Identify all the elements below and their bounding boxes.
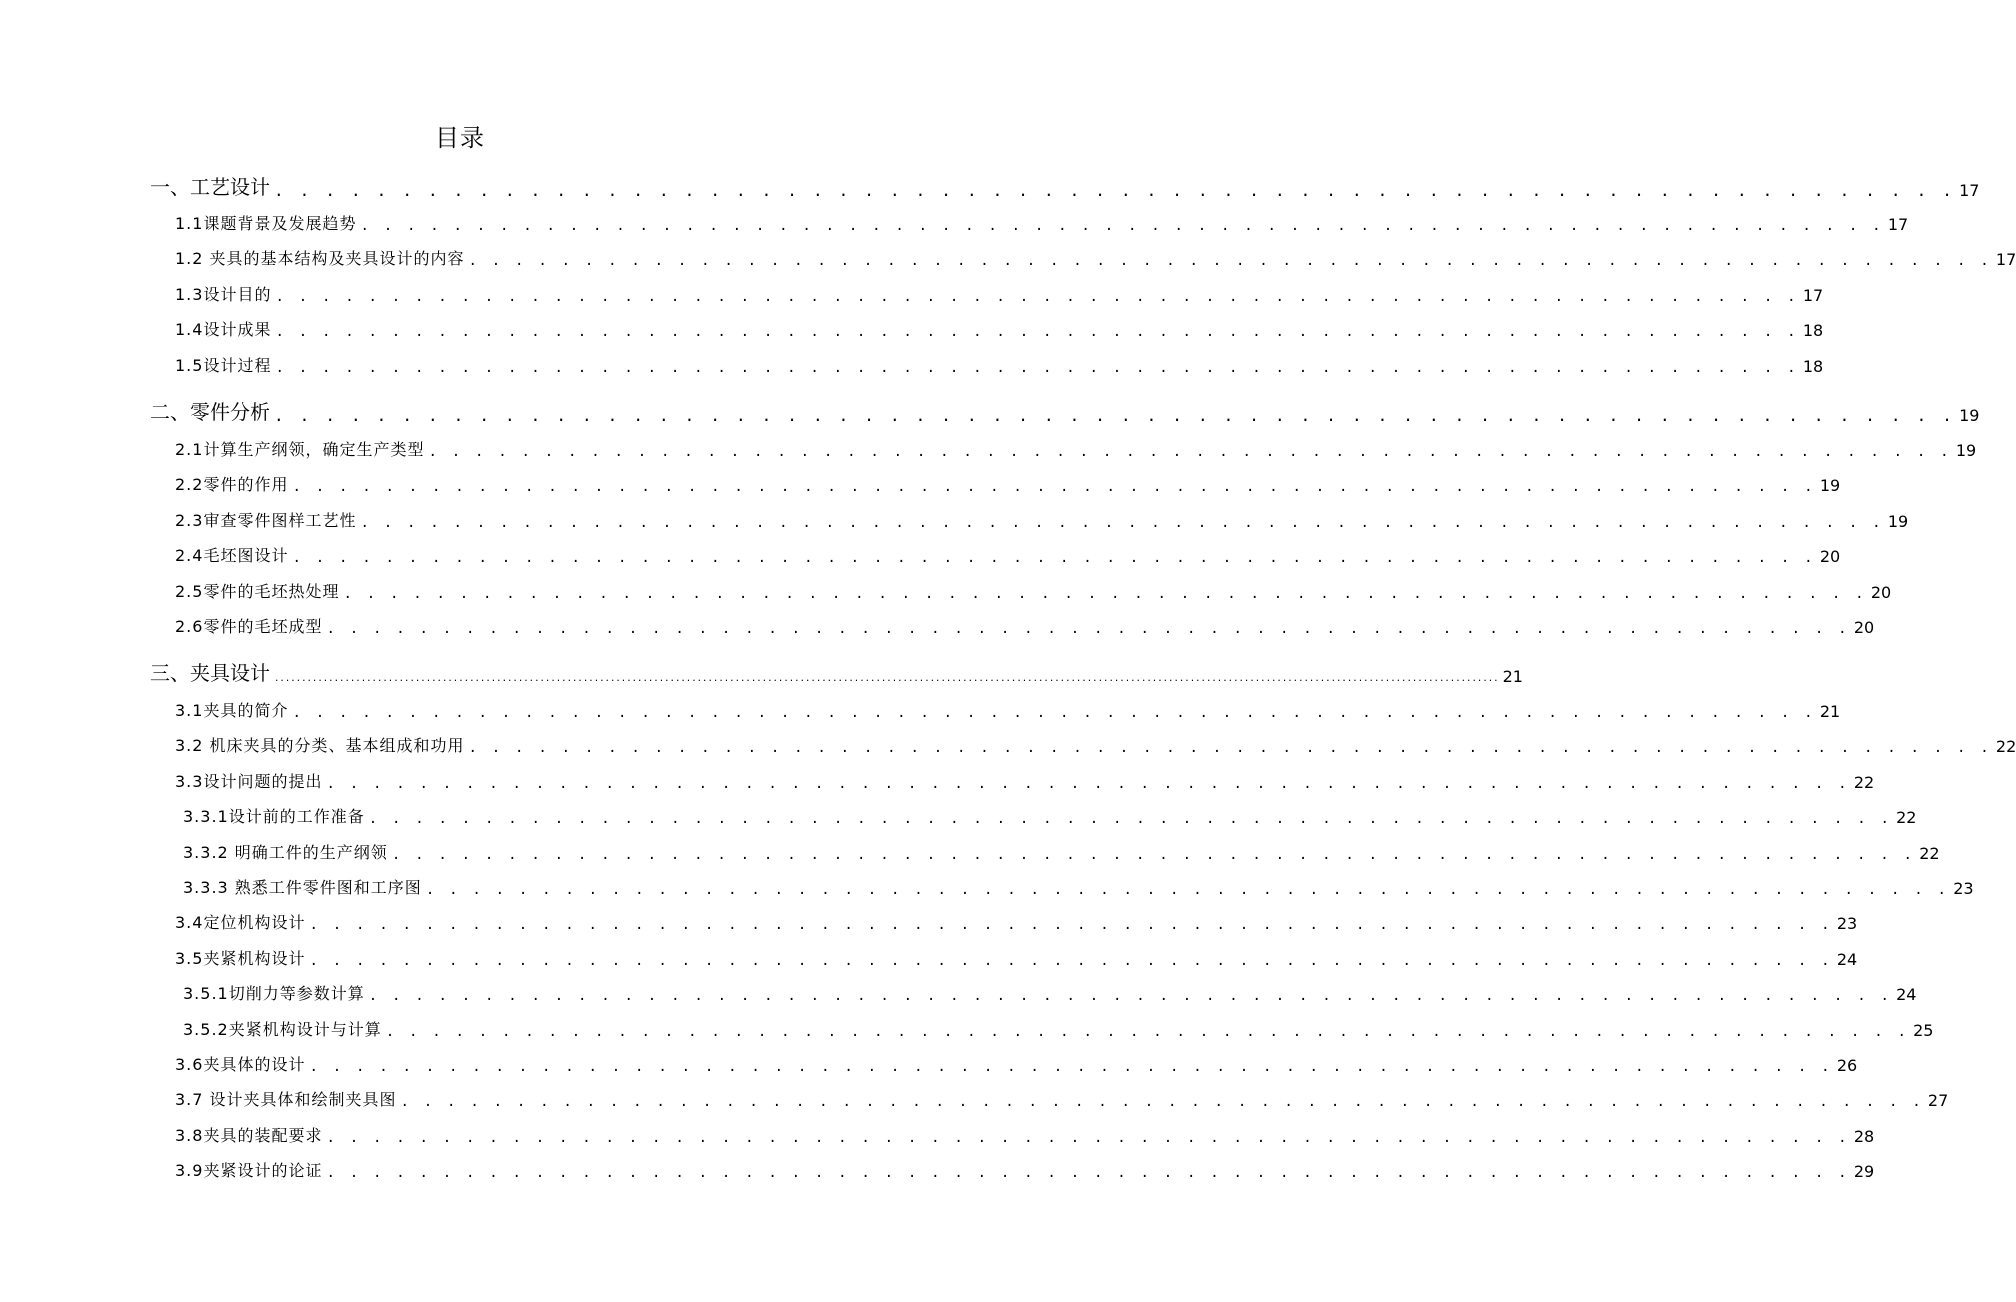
toc-entry-page: 26: [1836, 1056, 1858, 1075]
toc-entry[interactable]: [175, 1086, 1949, 1110]
dot-leader: . . . . . . . . . . . . . . . . . . . . . . . . . . . . . . . . . . . . . . . . . . . . . . . . . . . . . . . . . . . . . . . . . .: [274, 181, 1956, 200]
dot-leader: . . . . . . . . . . . . . . . . . . . . . . . . . . . . . . . . . . . . . . . . . . . . . . . . . . . . . . . . . . . . . . . . . .: [385, 1024, 1910, 1040]
dot-leader: . . . . . . . . . . . . . . . . . . . . . . . . . . . . . . . . . . . . . . . . . . . . . . . . . . . . . . . . . . . . . . . . . .: [309, 1059, 1833, 1075]
toc-entry-page: 19: [1887, 512, 1909, 531]
toc-entry-label: 3.3.3 熟悉工件零件图和工序图: [183, 878, 422, 897]
toc-entry[interactable]: [175, 1051, 1858, 1075]
toc-entry-page: 20: [1853, 618, 1875, 637]
toc-entry[interactable]: [175, 578, 1892, 602]
dot-leader: ..................................................................................................................................................................................................................................: [274, 674, 1499, 684]
toc-entry[interactable]: [175, 697, 1841, 721]
toc-entry-page: 21: [1819, 702, 1841, 721]
dot-leader: . . . . . . . . . . . . . . . . . . . . . . . . . . . . . . . . . . . . . . . . . . . . . . . . . . . . . . . . . . . . . . . . . .: [292, 705, 1816, 721]
toc-entry-label: 3.2 机床夹具的分类、基本组成和功用: [175, 736, 465, 755]
toc-entry[interactable]: [175, 945, 1858, 969]
toc-entry[interactable]: [183, 980, 1917, 1004]
toc-entry-page: 24: [1896, 985, 1917, 1004]
toc-entry-page: 20: [1870, 583, 1892, 602]
toc-entry-label: 1.2 夹具的基本结构及夹具设计的内容: [175, 249, 465, 268]
toc-entry[interactable]: [175, 210, 1909, 234]
toc-entry-label: 3.6夹具体的设计: [175, 1055, 306, 1074]
toc-entry-page: 17: [1887, 215, 1909, 234]
dot-leader: . . . . . . . . . . . . . . . . . . . . . . . . . . . . . . . . . . . . . . . . . . . . . . . . . . . . . . . . . . . . . . . . . .: [391, 847, 1916, 863]
dot-leader: . . . . . . . . . . . . . . . . . . . . . . . . . . . . . . . . . . . . . . . . . . . . . . . . . . . . . . . . . . . . . . . . . .: [360, 515, 1884, 531]
toc-entry[interactable]: [150, 397, 1980, 425]
page-title: 目录: [435, 124, 485, 152]
toc-entry[interactable]: [175, 732, 2016, 756]
toc-entry-page: 22: [1853, 773, 1875, 792]
toc-entry-page: 29: [1853, 1162, 1875, 1181]
toc-entry-page: 17: [1959, 181, 1980, 200]
toc-entry-page: 17: [1995, 250, 2016, 269]
toc-entry-label: 3.9夹紧设计的论证: [175, 1161, 323, 1180]
toc-entry-label: 3.3.2 明确工件的生产纲领: [183, 843, 388, 862]
toc-entry-label: 3.5夹紧机构设计: [175, 949, 306, 968]
dot-leader: . . . . . . . . . . . . . . . . . . . . . . . . . . . . . . . . . . . . . . . . . . . . . . . . . . . . . . . . . . . . . . . . . .: [428, 444, 1952, 460]
toc-entry-label: 3.5.1切削力等参数计算: [183, 984, 365, 1003]
toc-entry-label: 2.5零件的毛坯热处理: [175, 582, 340, 601]
toc-entry-label: 3.3设计问题的提出: [175, 772, 323, 791]
dot-leader: . . . . . . . . . . . . . . . . . . . . . . . . . . . . . . . . . . . . . . . . . . . . . . . . . . . . . . . . . . . . . . . . . .: [275, 360, 1799, 376]
dot-leader: . . . . . . . . . . . . . . . . . . . . . . . . . . . . . . . . . . . . . . . . . . . . . . . . . . . . . . . . . . . . . . . . . .: [292, 550, 1816, 566]
toc-entry[interactable]: [175, 613, 1875, 637]
dot-leader: . . . . . . . . . . . . . . . . . . . . . . . . . . . . . . . . . . . . . . . . . . . . . . . . . . . . . . . . . . . . . . . . . .: [468, 253, 1992, 269]
toc-entry-label: 2.6零件的毛坯成型: [175, 617, 323, 636]
dot-leader: . . . . . . . . . . . . . . . . . . . . . . . . . . . . . . . . . . . . . . . . . . . . . . . . . . . . . . . . . . . . . . . . . .: [368, 811, 1893, 827]
toc-entry-page: 22: [1919, 844, 1940, 863]
toc-entry[interactable]: [175, 352, 1824, 376]
toc-entry-page: 17: [1802, 286, 1824, 305]
toc-entry[interactable]: [175, 909, 1858, 933]
toc-entry[interactable]: [175, 316, 1824, 340]
toc-entry-label: 二、零件分析: [150, 400, 270, 424]
toc-entry[interactable]: [183, 839, 1940, 863]
toc-entry-page: 18: [1802, 321, 1824, 340]
dot-leader: . . . . . . . . . . . . . . . . . . . . . . . . . . . . . . . . . . . . . . . . . . . . . . . . . . . . . . . . . . . . . . . . . .: [468, 740, 1992, 756]
toc-entry-page: 24: [1836, 950, 1858, 969]
toc-entry-label: 3.3.1设计前的工作准备: [183, 807, 365, 826]
toc-entry[interactable]: [183, 803, 1917, 827]
dot-leader: . . . . . . . . . . . . . . . . . . . . . . . . . . . . . . . . . . . . . . . . . . . . . . . . . . . . . . . . . . . . . . . . . .: [326, 776, 1850, 792]
toc-entry[interactable]: [175, 768, 1875, 792]
toc-entry-label: 2.4毛坯图设计: [175, 546, 289, 565]
toc-entry-page: 23: [1836, 914, 1858, 933]
toc-entry[interactable]: [183, 874, 1974, 898]
dot-leader: . . . . . . . . . . . . . . . . . . . . . . . . . . . . . . . . . . . . . . . . . . . . . . . . . . . . . . . . . . . . . . . . . .: [274, 406, 1956, 425]
toc-entry-page: 22: [1995, 737, 2016, 756]
toc-entry-page: 23: [1953, 879, 1974, 898]
toc-entry-page: 19: [1959, 406, 1980, 425]
toc-entry[interactable]: [183, 1016, 1934, 1040]
toc-entry-label: 3.5.2夹紧机构设计与计算: [183, 1020, 382, 1039]
toc-entry-page: 19: [1819, 476, 1841, 495]
toc-entry[interactable]: [175, 542, 1841, 566]
toc-entry-label: 一、工艺设计: [150, 175, 270, 199]
toc-entry-label: 2.2零件的作用: [175, 475, 289, 494]
dot-leader: . . . . . . . . . . . . . . . . . . . . . . . . . . . . . . . . . . . . . . . . . . . . . . . . . . . . . . . . . . . . . . . . . .: [343, 586, 1867, 602]
dot-leader: . . . . . . . . . . . . . . . . . . . . . . . . . . . . . . . . . . . . . . . . . . . . . . . . . . . . . . . . . . . . . . . . . .: [326, 1130, 1850, 1146]
dot-leader: . . . . . . . . . . . . . . . . . . . . . . . . . . . . . . . . . . . . . . . . . . . . . . . . . . . . . . . . . . . . . . . . . .: [275, 324, 1799, 340]
toc-entry[interactable]: [175, 471, 1841, 495]
dot-leader: . . . . . . . . . . . . . . . . . . . . . . . . . . . . . . . . . . . . . . . . . . . . . . . . . . . . . . . . . . . . . . . . . .: [368, 988, 1893, 1004]
toc-entry-page: 19: [1955, 441, 1977, 460]
dot-leader: . . . . . . . . . . . . . . . . . . . . . . . . . . . . . . . . . . . . . . . . . . . . . . . . . . . . . . . . . . . . . . . . . .: [292, 479, 1816, 495]
toc-entry[interactable]: [175, 1157, 1875, 1181]
toc-entry-label: 2.1计算生产纲领，确定生产类型: [175, 440, 425, 459]
toc-entry-page: 21: [1502, 667, 1523, 686]
toc-entry-label: 1.4设计成果: [175, 320, 272, 339]
dot-leader: . . . . . . . . . . . . . . . . . . . . . . . . . . . . . . . . . . . . . . . . . . . . . . . . . . . . . . . . . . . . . . . . . .: [326, 1165, 1850, 1181]
toc-entry-page: 20: [1819, 547, 1841, 566]
toc-entry-label: 3.1夹具的简介: [175, 701, 289, 720]
toc-entry[interactable]: [175, 1122, 1875, 1146]
dot-leader: . . . . . . . . . . . . . . . . . . . . . . . . . . . . . . . . . . . . . . . . . . . . . . . . . . . . . . . . . . . . . . . . . .: [326, 621, 1850, 637]
toc-entry[interactable]: [150, 658, 1523, 686]
toc-entry[interactable]: [175, 245, 2016, 269]
toc-entry[interactable]: [175, 281, 1824, 305]
toc-entry-label: 三、夹具设计: [150, 661, 270, 685]
toc-entry[interactable]: [150, 172, 1980, 200]
toc-entry-label: 1.5设计过程: [175, 356, 272, 375]
toc-entry-label: 1.3设计目的: [175, 285, 272, 304]
dot-leader: . . . . . . . . . . . . . . . . . . . . . . . . . . . . . . . . . . . . . . . . . . . . . . . . . . . . . . . . . . . . . . . . . .: [275, 289, 1799, 305]
toc-entry[interactable]: [175, 507, 1909, 531]
toc-entry-label: 3.7 设计夹具体和绘制夹具图: [175, 1090, 397, 1109]
dot-leader: . . . . . . . . . . . . . . . . . . . . . . . . . . . . . . . . . . . . . . . . . . . . . . . . . . . . . . . . . . . . . . . . . .: [400, 1094, 1924, 1110]
toc-entry-label: 3.8夹具的装配要求: [175, 1126, 323, 1145]
dot-leader: . . . . . . . . . . . . . . . . . . . . . . . . . . . . . . . . . . . . . . . . . . . . . . . . . . . . . . . . . . . . . . . . . .: [309, 917, 1833, 933]
toc-entry-label: 2.3审查零件图样工艺性: [175, 511, 357, 530]
toc-entry-page: 27: [1927, 1091, 1949, 1110]
dot-leader: . . . . . . . . . . . . . . . . . . . . . . . . . . . . . . . . . . . . . . . . . . . . . . . . . . . . . . . . . . . . . . . . . .: [360, 218, 1884, 234]
dot-leader: . . . . . . . . . . . . . . . . . . . . . . . . . . . . . . . . . . . . . . . . . . . . . . . . . . . . . . . . . . . . . . . . . .: [425, 882, 1950, 898]
toc-entry-label: 3.4定位机构设计: [175, 913, 306, 932]
toc-entry-page: 25: [1913, 1021, 1934, 1040]
toc-entry-page: 28: [1853, 1127, 1875, 1146]
toc-entry-page: 22: [1896, 808, 1917, 827]
dot-leader: . . . . . . . . . . . . . . . . . . . . . . . . . . . . . . . . . . . . . . . . . . . . . . . . . . . . . . . . . . . . . . . . . .: [309, 953, 1833, 969]
toc-entry-label: 1.1课题背景及发展趋势: [175, 214, 357, 233]
toc-entry-page: 18: [1802, 357, 1824, 376]
toc-entry[interactable]: [175, 436, 1977, 460]
